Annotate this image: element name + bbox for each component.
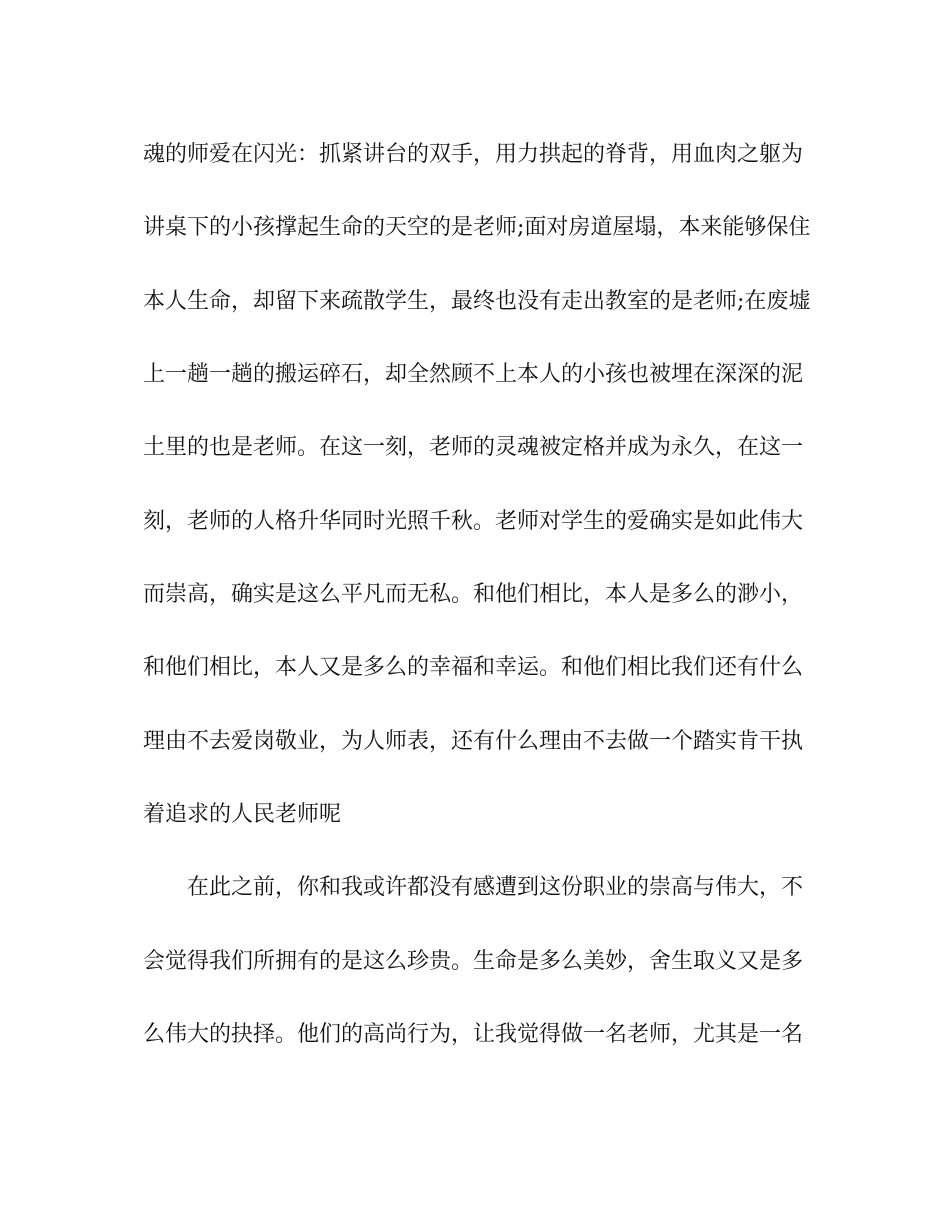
paragraph-line: 本人生命，却留下来疏散学生，最终也没有走出教室的是老师;在废墟 [143, 289, 811, 314]
paragraph-line: 理由不去爱岗敬业，为人师表，还有什么理由不去做一个踏实肯干执 [143, 729, 804, 754]
paragraph-line: 着追求的人民老师呢 [143, 802, 342, 827]
paragraph-line: 讲桌下的小孩撑起生命的天空的是老师;面对房道屋塌，本来能够保住 [143, 215, 811, 240]
paragraph-line: 土里的也是老师。在这一刻，老师的灵魂被定格并成为永久，在这一 [143, 435, 804, 460]
paragraph-line-indented: 在此之前，你和我或许都没有感遭到这份职业的崇高与伟大，不 [187, 875, 804, 900]
paragraph-line: 魂的师爱在闪光：抓紧讲台的双手，用力拱起的脊背，用血肉之躯为 [143, 142, 804, 167]
paragraph-line: 会觉得我们所拥有的是这么珍贵。生命是多么美妙，舍生取义又是多 [143, 949, 804, 974]
paragraph-line: 刻，老师的人格升华同时光照千秋。老师对学生的爱确实是如此伟大 [143, 509, 804, 534]
paragraph-line: 而崇高，确实是这么平凡而无私。和他们相比，本人是多么的渺小， [143, 582, 804, 607]
paragraph-line: 么伟大的抉择。他们的高尚行为，让我觉得做一名老师，尤其是一名 [143, 1022, 804, 1047]
paragraph-line: 和他们相比，本人又是多么的幸福和幸运。和他们相比我们还有什么 [143, 655, 804, 680]
paragraph-line: 上一趟一趟的搬运碎石，却全然顾不上本人的小孩也被埋在深深的泥 [143, 362, 804, 387]
